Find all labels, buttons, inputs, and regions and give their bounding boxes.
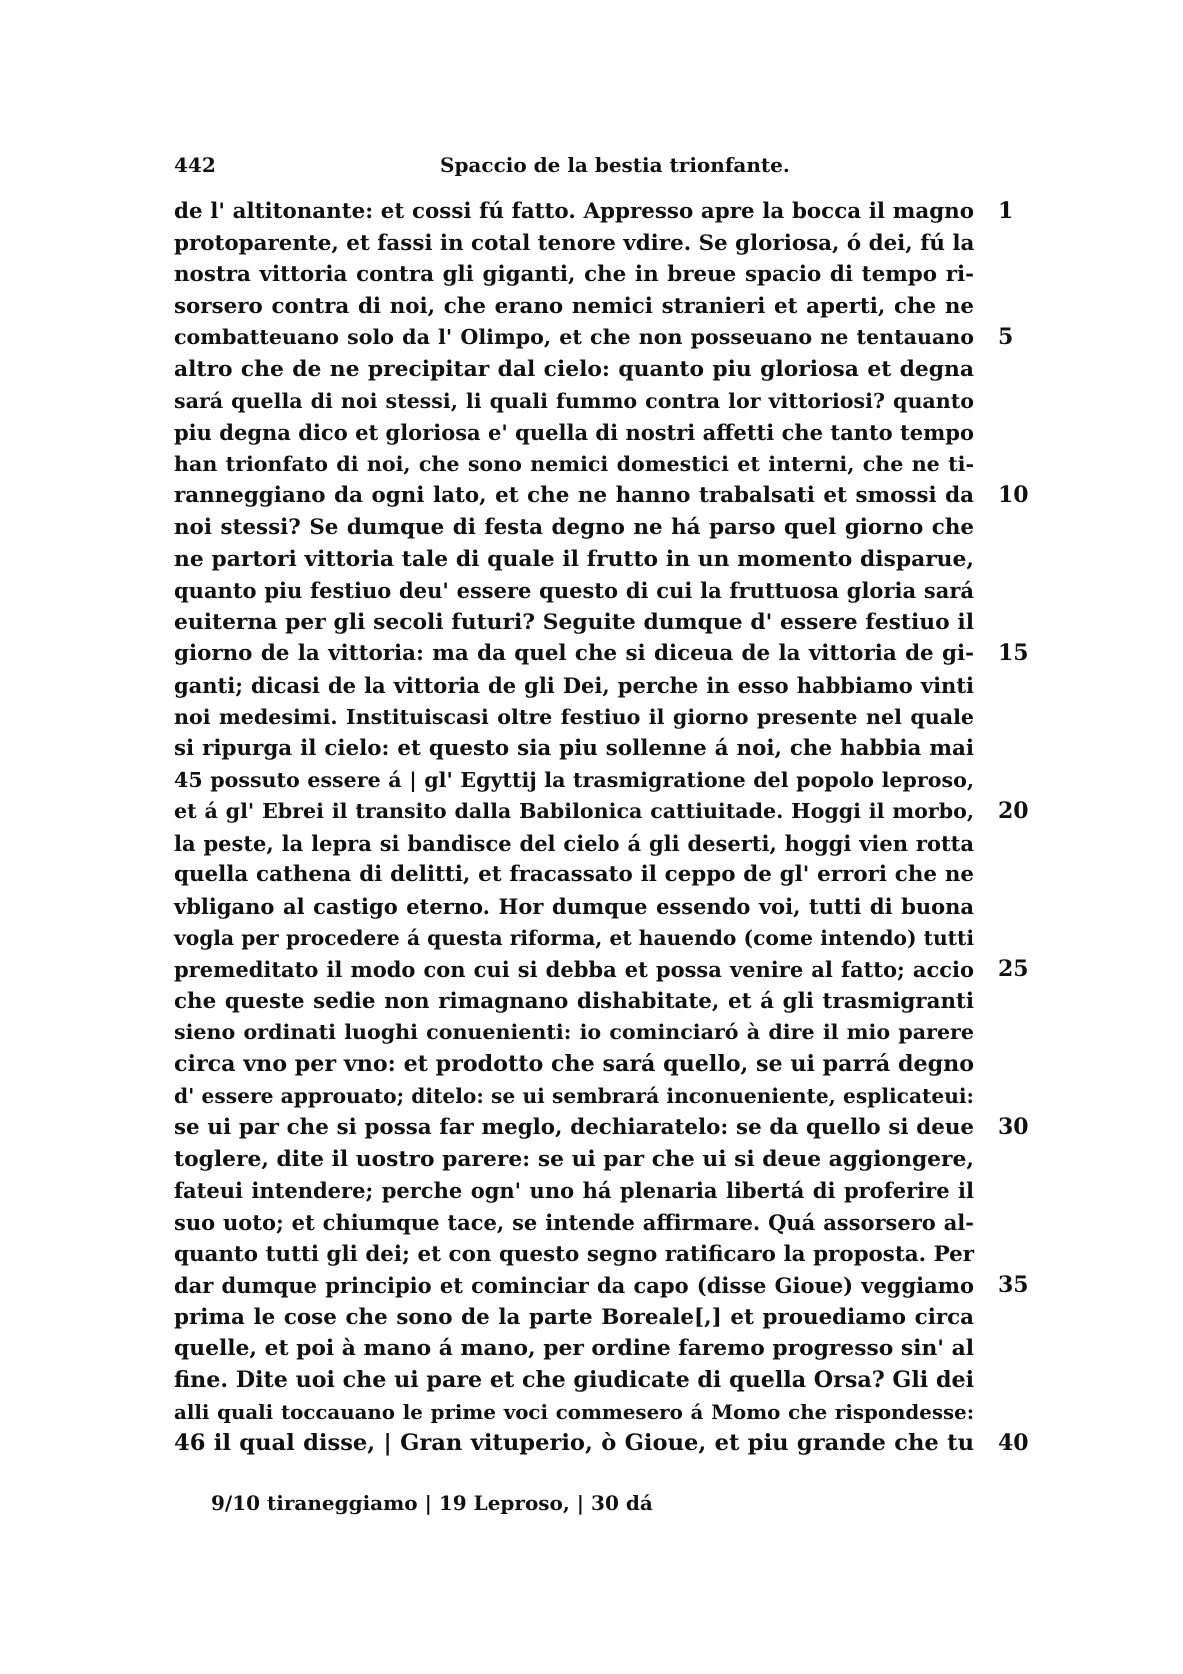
line-text: noi stessi? Se dumque di festa degno ne há parso quel giorno che bbox=[174, 514, 974, 540]
text-line bbox=[174, 1207, 974, 1239]
text-line bbox=[174, 986, 974, 1018]
line-text: 46 il qual disse, | Gran vituperio, ò Gioue, et piu grande che tu bbox=[174, 1430, 974, 1457]
text-line bbox=[174, 480, 1029, 512]
line-number: 30 bbox=[998, 1114, 1029, 1141]
line-text: alli quali toccauano le prime voci commesero á Momo che rispondesse: bbox=[174, 1399, 974, 1424]
line-text: altro che de ne precipitar dal cielo: quanto piu gloriosa et degna bbox=[174, 356, 974, 382]
text-line bbox=[174, 228, 974, 260]
line-number: 15 bbox=[998, 640, 1029, 667]
text-line bbox=[174, 417, 974, 449]
line-text: fine. Dite uoi che ui pare et che giudicate di quella Orsa? Gli dei bbox=[174, 1366, 975, 1393]
line-text: la peste, la lepra si bandisce del cielo á gli deserti, hoggi vien rotta bbox=[174, 830, 974, 856]
line-text: sorsero contra di noi, che erano nemici stranieri et aperti, che ne bbox=[174, 293, 974, 319]
text-line bbox=[174, 291, 974, 323]
text-line bbox=[174, 954, 1029, 986]
line-text: se ui par che si possa far meglo, dechiaratelo: se da quello si deue bbox=[174, 1115, 974, 1141]
text-line bbox=[174, 702, 974, 734]
page-number: 442 bbox=[174, 153, 216, 177]
line-number: 25 bbox=[998, 956, 1029, 983]
line-text: vbligano al castigo eterno. Hor dumque essendo voi, tutti di buona bbox=[174, 894, 974, 920]
line-text: ranneggiano da ogni lato, et che ne hanno trabalsati et smossi da bbox=[174, 483, 974, 509]
line-text: fateui intendere; perche ogn' uno há plenaria libertá di proferire il bbox=[174, 1178, 974, 1204]
line-text: piu degna dico et gloriosa e' quella di nostri affetti che tanto tempo bbox=[174, 420, 974, 446]
line-text: 45 possuto essere á | gl' Egyttij la trasmigratione del popolo leproso, bbox=[174, 767, 974, 792]
text-line bbox=[174, 1365, 974, 1397]
line-text: combatteuano solo da l' Olimpo, et che non posseuano ne tentauano bbox=[174, 325, 974, 350]
line-text: che queste sedie non rimagnano dishabitate, et á gli trasmigranti bbox=[174, 988, 974, 1014]
text-line bbox=[174, 449, 974, 481]
line-text: suo uoto; et chiumque tace, se intende affirmare. Quá assorsero al- bbox=[174, 1210, 974, 1235]
text-line bbox=[174, 544, 974, 576]
line-text: prima le cose che sono de la parte Boreale[,] et prouediamo circa bbox=[174, 1304, 974, 1330]
text-line bbox=[174, 259, 974, 291]
text-line bbox=[174, 1112, 1029, 1144]
text-line bbox=[174, 859, 974, 891]
line-text: quelle, et poi à mano á mano, per ordine faremo progresso sin' al bbox=[174, 1336, 974, 1362]
text-line bbox=[174, 638, 1029, 670]
text-line bbox=[174, 322, 1014, 354]
text-line bbox=[174, 607, 974, 639]
text-line bbox=[174, 354, 974, 386]
text-line bbox=[174, 575, 974, 607]
line-text: ne partori vittoria tale di quale il frutto in un momento disparue, bbox=[174, 546, 974, 572]
line-number: 5 bbox=[998, 324, 1014, 351]
body-text bbox=[174, 196, 1029, 1460]
line-number: 1 bbox=[998, 198, 1014, 224]
text-line bbox=[174, 1397, 974, 1429]
text-line bbox=[174, 1428, 1029, 1460]
line-text: de l' altitonante: et cossi fú fatto. Appresso apre la bocca il magno bbox=[174, 199, 974, 224]
text-line bbox=[174, 670, 974, 702]
line-text: noi medesimi. Instituiscasi oltre festiuo il giorno presente nel quale bbox=[174, 704, 974, 729]
line-text: d' essere approuato; ditelo: se ui sembrará inconueniente, esplicateui: bbox=[174, 1083, 974, 1108]
line-text: premeditato il modo con cui si debba et possa venire al fatto; accio bbox=[174, 957, 974, 983]
text-line bbox=[174, 1049, 974, 1081]
text-line bbox=[174, 1144, 974, 1176]
text-line bbox=[174, 733, 974, 765]
text-line bbox=[174, 196, 1014, 228]
line-number: 20 bbox=[998, 798, 1029, 825]
text-line bbox=[174, 1175, 974, 1207]
line-text: sieno ordinati luoghi conuenienti: io cominciaró à dire il mio parere bbox=[174, 1020, 974, 1045]
text-line bbox=[174, 386, 974, 418]
line-text: circa vno per vno: et prodotto che sará quello, se ui parrá degno bbox=[174, 1051, 975, 1078]
line-text: si ripurga il cielo: et questo sia piu sollenne á noi, che habbia mai bbox=[174, 736, 974, 762]
line-text: vogla per procedere á questa riforma, et hauendo (come intendo) tutti bbox=[174, 925, 974, 950]
line-text: giorno de la vittoria: ma da quel che si diceua de la vittoria de gi- bbox=[174, 641, 974, 667]
line-text: quanto tutti gli dei; et con questo segno ratificaro la proposta. Per bbox=[174, 1241, 974, 1267]
text-line bbox=[174, 828, 974, 860]
text-line bbox=[174, 796, 1029, 828]
line-number: 10 bbox=[998, 482, 1029, 509]
text-line bbox=[174, 891, 974, 923]
line-text: sará quella di noi stessi, li quali fummo contra lor vittoriosi? quanto bbox=[174, 388, 974, 413]
line-text: et á gl' Ebrei il transito dalla Babilonica cattiuitade. Hoggi il morbo, bbox=[174, 799, 974, 824]
line-text: dar dumque principio et cominciar da capo (disse Gioue) veggiamo bbox=[174, 1273, 974, 1299]
text-line bbox=[174, 1302, 974, 1334]
text-line bbox=[174, 1239, 974, 1271]
line-text: nostra vittoria contra gli giganti, che in breue spacio di tempo ri- bbox=[174, 262, 974, 288]
text-line bbox=[174, 512, 974, 544]
line-text: protoparente, et fassi in cotal tenore vdire. Se gloriosa, ó dei, fú la bbox=[174, 230, 975, 256]
text-line bbox=[174, 923, 974, 955]
text-line bbox=[174, 1081, 974, 1113]
line-text: quanto piu festiuo deu' essere questo di cui la fruttuosa gloria sará bbox=[174, 578, 974, 604]
line-text: euiterna per gli secoli futuri? Seguite dumque d' essere festiuo il bbox=[174, 609, 974, 635]
line-number: 40 bbox=[998, 1430, 1029, 1457]
text-line bbox=[174, 765, 974, 797]
line-text: toglere, dite il uostro parere: se ui par che ui si deue aggiongere, bbox=[174, 1146, 974, 1172]
footnote: 9/10 tiraneggiamo | 19 Leproso, | 30 dá bbox=[211, 1491, 653, 1515]
text-line bbox=[174, 1333, 974, 1365]
running-title: Spaccio de la bestia trionfante. bbox=[440, 153, 790, 177]
text-line bbox=[174, 1017, 974, 1049]
text-line bbox=[174, 1270, 1029, 1302]
line-text: ganti; dicasi de la vittoria de gli Dei, perche in esso habbiamo vinti bbox=[174, 672, 974, 698]
line-number: 35 bbox=[998, 1272, 1029, 1299]
line-text: quella cathena di delitti, et fracassato il ceppo de gl' errori che ne bbox=[174, 862, 974, 888]
line-text: han trionfato di noi, che sono nemici domestici et interni, che ne ti- bbox=[174, 451, 974, 476]
